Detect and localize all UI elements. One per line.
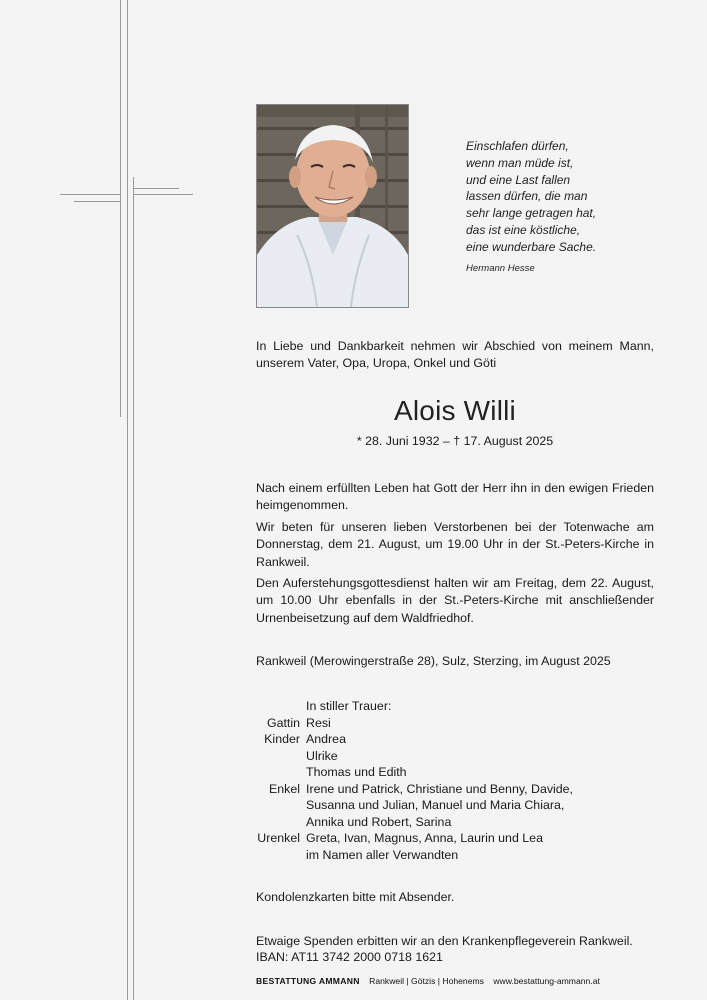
mourner-role [256,748,300,765]
mourner-role [256,847,300,864]
mourner-row [256,764,573,781]
paragraph-vigil: Wir beten für unseren lieben Verstorbenen bei der Totenwache am Donnerstag, dem 21. August, um 19.00 Uhr in der St.-Peters-Kirche in Rankweil. [256,520,654,569]
mourner-names: Irene und Patrick, Christiane und Benny, Davide, [306,781,574,796]
quote-line: Einschlafen dürfen, [466,139,569,153]
mourner-row [256,847,573,864]
mourner-role [256,764,300,781]
paragraph-service: Den Auferstehungsgottesdienst halten wir am Freitag, dem 22. August, um 10.00 Uhr ebenfalls in der St.-Peters-Kirche mit anschließender Urnenbeisetzung auf dem Waldfriedhof. [256,576,654,625]
funeral-home-locations: Rankweil | Götzis | Hohenems [369,976,484,986]
hesse-quote [466,138,666,277]
mourner-role: Gattin [266,715,300,730]
deceased-name: Alois Willi [394,395,516,426]
portrait-photo [256,104,409,308]
quote-line: sehr lange getragen hat, [466,206,597,221]
mourner-names: Resi [306,715,331,730]
mourner-role [256,797,300,814]
mourner-row [256,781,573,798]
life-dates: * 28. Juni 1932 – † 17. August 2025 [356,434,554,448]
mourner-role [256,814,300,831]
paragraph-peace: Nach einem erfüllten Leben hat Gott der Herr ihn in den ewigen Frieden heimgenommen. [256,481,654,513]
footer [256,976,607,986]
condolence-note: Kondolenzkarten bitte mit Absender. [256,890,455,904]
mourners-heading-row [256,698,573,715]
donation-note: Etwaige Spenden erbitten wir an den Krankenpflegeverein Rankweil. [256,934,633,948]
mourner-row [256,814,573,831]
mourners-list [256,698,573,863]
place-date: Rankweil (Merowingerstraße 28), Sulz, Sterzing, im August 2025 [256,654,611,668]
funeral-home-website[interactable]: www.bestattung-ammann.at [493,976,600,986]
iban: IBAN: AT11 3742 2000 0718 1621 [256,950,443,964]
mourner-role: Enkel [269,781,300,796]
mourner-row [256,748,573,765]
mourners-heading: In stiller Trauer: [306,699,392,713]
mourner-row [256,830,573,847]
mourner-names: im Namen aller Verwandten [306,847,459,862]
mourner-names: Susanna und Julian, Manuel und Maria Chiara, [306,798,565,812]
quote-line: wenn man müde ist, [466,155,574,170]
mourner-row [256,715,573,732]
mourner-names: Annika und Robert, Sarina [306,814,452,829]
quote-author: Hermann Hesse [466,262,535,274]
quote-line: und eine Last fallen [466,172,571,187]
mourner-names: Greta, Ivan, Magnus, Anna, Laurin und Lea [306,831,543,845]
quote-line: das ist eine köstliche, [466,222,581,237]
quote-line: eine wunderbare Sache. [466,239,597,254]
mourner-names: Ulrike [306,748,338,763]
quote-line: lassen dürfen, die man [466,189,588,204]
mourner-row [256,731,573,748]
mourner-names: Andrea [306,732,346,746]
intro-text: In Liebe und Dankbarkeit nehmen wir Abschied von meinem Mann, unserem Vater, Opa, Uropa, Onkel und Göti [256,339,654,371]
mourner-names: Thomas und Edith [306,765,407,779]
mourner-role: Urenkel [257,831,300,845]
mourner-row [256,797,573,814]
funeral-home-brand: BESTATTUNG AMMANN [256,976,360,986]
mourner-role: Kinder [264,732,300,746]
